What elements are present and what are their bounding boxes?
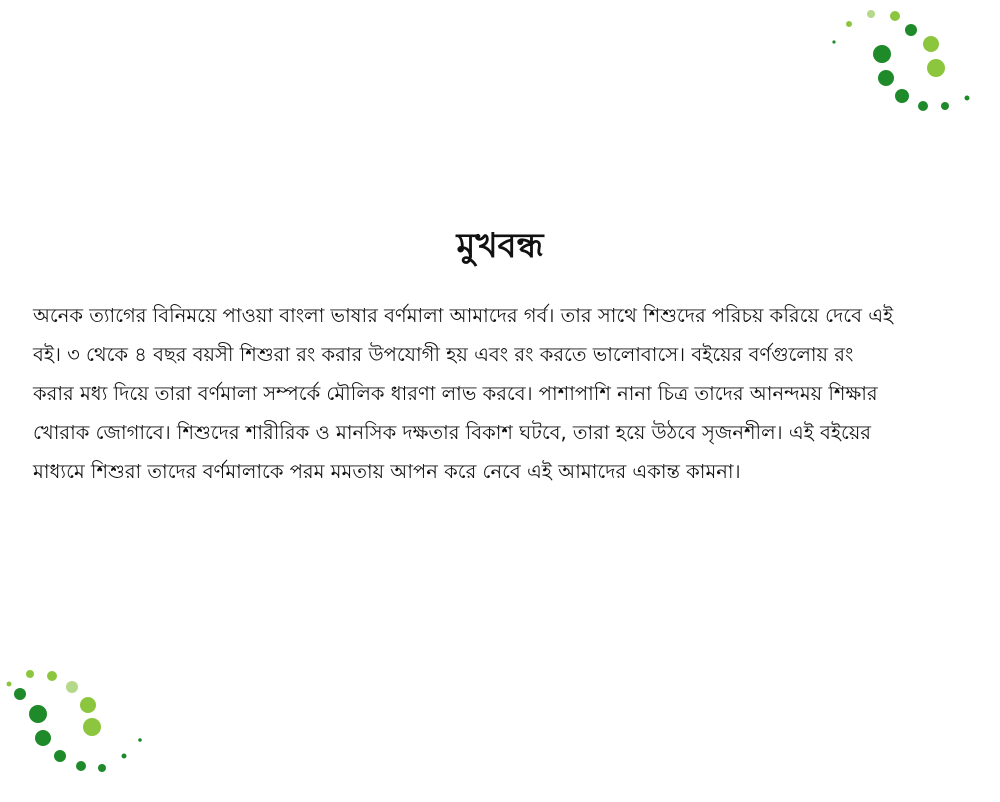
paragraph-line: করার মধ্য দিয়ে তারা বর্ণমালা সম্পর্কে মৌলিক ধারণা লাভ করবে। পাশাপাশি নানা চিত্র তাদের আনন্দময় শিক্ষার [33,382,878,405]
paragraph-line: খোরাক জোগাবে। শিশুদের শারীরিক ও মানসিক দক্ষতার বিকাশ ঘটবে, তারা হয়ে উঠবে সৃজনশীল। এই বইয়ের [33,421,872,444]
paragraph-line: মাধ্যমে শিশুরা তাদের বর্ণমালাকে পরম মমতায় আপন করে নেবে এই আমাদের একান্ত কামনা। [33,460,741,483]
paragraph-line: অনেক ত্যাগের বিনিময়ে পাওয়া বাংলা ভাষার বর্ণমালা আমাদের গর্ব। তার সাথে শিশুদের পরিচয় করিয়ে দেবে এই [33,304,894,327]
paragraph-line: বই। ৩ থেকে ৪ বছর বয়সী শিশুরা রং করার উপযোগী হয় এবং রং করতে ভালোবাসে। বইয়ের বর্ণগুলোয় রং [33,343,854,366]
swirl-ornament-bottom-icon [0,662,160,792]
page-title: মুখবন্ধ [456,226,544,266]
preface-paragraph [33,296,973,491]
swirl-ornament-top-icon [825,0,985,130]
